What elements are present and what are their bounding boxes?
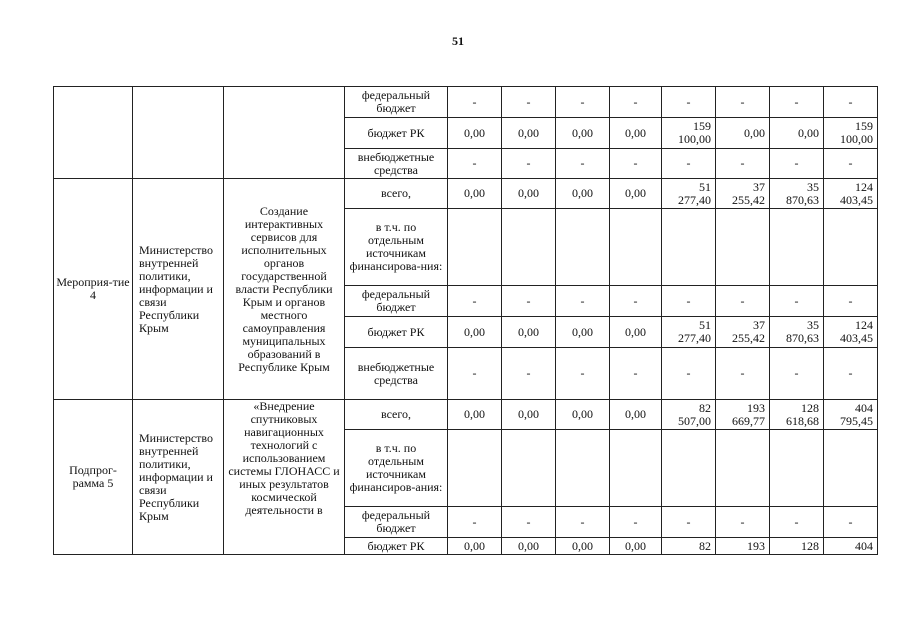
funding-source-label: в т.ч. по отдельным источникам финансиров-ания:	[345, 430, 448, 507]
table-row	[54, 400, 878, 430]
value-cell: -	[716, 507, 770, 538]
funding-source-label: всего,	[345, 400, 448, 430]
value-cell	[448, 430, 502, 507]
funding-source-label: бюджет РК	[345, 118, 448, 149]
value-cell: -	[716, 87, 770, 118]
value-cell: -	[770, 507, 824, 538]
value-cell: -	[448, 149, 502, 179]
value-cell	[770, 430, 824, 507]
value-cell: 0,00	[502, 118, 556, 149]
value-cell: 193	[716, 538, 770, 555]
value-cell: 404	[824, 538, 878, 555]
value-cell	[610, 430, 662, 507]
value-cell: -	[662, 87, 716, 118]
value-cell	[556, 209, 610, 286]
value-cell: 0,00	[448, 317, 502, 348]
value-cell	[716, 209, 770, 286]
value-cell: 124 403,45	[824, 179, 878, 209]
value-cell: -	[556, 149, 610, 179]
funding-source-label: внебюджетные средства	[345, 149, 448, 179]
value-cell: 0,00	[448, 118, 502, 149]
value-cell: -	[448, 87, 502, 118]
value-cell: -	[824, 286, 878, 317]
value-cell: -	[770, 87, 824, 118]
value-cell: -	[662, 286, 716, 317]
value-cell	[556, 430, 610, 507]
value-cell: -	[716, 348, 770, 400]
funding-source-label: бюджет РК	[345, 317, 448, 348]
value-cell: 128 618,68	[770, 400, 824, 430]
value-cell: -	[662, 507, 716, 538]
executor-cell	[133, 87, 224, 179]
value-cell	[502, 430, 556, 507]
value-cell: -	[770, 348, 824, 400]
value-cell: -	[824, 87, 878, 118]
funding-source-label: федеральный бюджет	[345, 286, 448, 317]
value-cell: 0,00	[502, 400, 556, 430]
value-cell: -	[556, 87, 610, 118]
page-number: 51	[452, 34, 464, 48]
value-cell: -	[770, 286, 824, 317]
value-cell: -	[448, 507, 502, 538]
table-row	[54, 87, 878, 118]
value-cell: -	[716, 149, 770, 179]
value-cell	[770, 209, 824, 286]
value-cell: 0,00	[448, 400, 502, 430]
value-cell: 35 870,63	[770, 317, 824, 348]
value-cell: 0,00	[448, 179, 502, 209]
value-cell: -	[556, 286, 610, 317]
value-cell: -	[610, 348, 662, 400]
value-cell: 0,00	[502, 317, 556, 348]
value-cell: -	[502, 87, 556, 118]
funding-source-label: всего,	[345, 179, 448, 209]
value-cell: -	[502, 348, 556, 400]
value-cell: 0,00	[556, 118, 610, 149]
value-cell	[824, 209, 878, 286]
value-cell: -	[556, 507, 610, 538]
funding-source-label: федеральный бюджет	[345, 507, 448, 538]
value-cell: 51 277,40	[662, 179, 716, 209]
value-cell: 35 870,63	[770, 179, 824, 209]
description-cell: Создание интерактивных сервисов для исполнительных органов государственной власти Республики Крым и органов местного самоуправления муниципальных образований в Республике Крым	[224, 179, 345, 400]
value-cell: 51 277,40	[662, 317, 716, 348]
value-cell: 0,00	[610, 179, 662, 209]
value-cell: 159 100,00	[662, 118, 716, 149]
value-cell: -	[824, 507, 878, 538]
value-cell: -	[610, 149, 662, 179]
value-cell: -	[502, 149, 556, 179]
value-cell	[502, 209, 556, 286]
value-cell: 0,00	[502, 179, 556, 209]
value-cell: 0,00	[610, 538, 662, 555]
value-cell: 0,00	[556, 317, 610, 348]
value-cell	[662, 209, 716, 286]
value-cell: 0,00	[610, 118, 662, 149]
value-cell: 0,00	[502, 538, 556, 555]
value-cell: -	[824, 348, 878, 400]
value-cell: 0,00	[448, 538, 502, 555]
value-cell: 82	[662, 538, 716, 555]
value-cell: -	[716, 286, 770, 317]
value-cell: 0,00	[610, 317, 662, 348]
value-cell: -	[448, 348, 502, 400]
value-cell: -	[448, 286, 502, 317]
financing-table	[53, 86, 878, 555]
value-cell: 0,00	[770, 118, 824, 149]
funding-source-label: внебюджетные средства	[345, 348, 448, 400]
row-name-cell	[54, 87, 133, 179]
row-name-cell: Подпрог-рамма 5	[54, 400, 133, 555]
value-cell: -	[770, 149, 824, 179]
value-cell: 0,00	[610, 400, 662, 430]
value-cell	[610, 209, 662, 286]
value-cell: -	[610, 87, 662, 118]
value-cell	[448, 209, 502, 286]
value-cell: -	[824, 149, 878, 179]
value-cell: 37 255,42	[716, 179, 770, 209]
executor-cell: Министерство внутренней политики, информации и связи Республики Крым	[133, 179, 224, 400]
value-cell: 0,00	[556, 400, 610, 430]
value-cell: 0,00	[716, 118, 770, 149]
value-cell: 404 795,45	[824, 400, 878, 430]
value-cell: -	[610, 507, 662, 538]
value-cell: 82 507,00	[662, 400, 716, 430]
value-cell: -	[556, 348, 610, 400]
value-cell: 159 100,00	[824, 118, 878, 149]
value-cell: -	[502, 507, 556, 538]
value-cell: 37 255,42	[716, 317, 770, 348]
row-name-cell: Мероприя-тие 4	[54, 179, 133, 400]
funding-source-label: бюджет РК	[345, 538, 448, 555]
description-cell	[224, 87, 345, 179]
value-cell	[662, 430, 716, 507]
value-cell: 128	[770, 538, 824, 555]
funding-source-label: федеральный бюджет	[345, 87, 448, 118]
value-cell: -	[662, 149, 716, 179]
value-cell: -	[610, 286, 662, 317]
value-cell: 0,00	[556, 179, 610, 209]
description-cell: «Внедрение спутниковых навигационных технологий с использованием системы ГЛОНАСС и иных результатов космической деятельности в	[224, 400, 345, 555]
value-cell: 124 403,45	[824, 317, 878, 348]
value-cell	[824, 430, 878, 507]
executor-cell: Министерство внутренней политики, информации и связи Республики Крым	[133, 400, 224, 555]
value-cell	[716, 430, 770, 507]
table-row	[54, 179, 878, 209]
value-cell: -	[502, 286, 556, 317]
value-cell: 193 669,77	[716, 400, 770, 430]
funding-source-label: в т.ч. по отдельным источникам финансирова-ния:	[345, 209, 448, 286]
value-cell: 0,00	[556, 538, 610, 555]
value-cell: -	[662, 348, 716, 400]
